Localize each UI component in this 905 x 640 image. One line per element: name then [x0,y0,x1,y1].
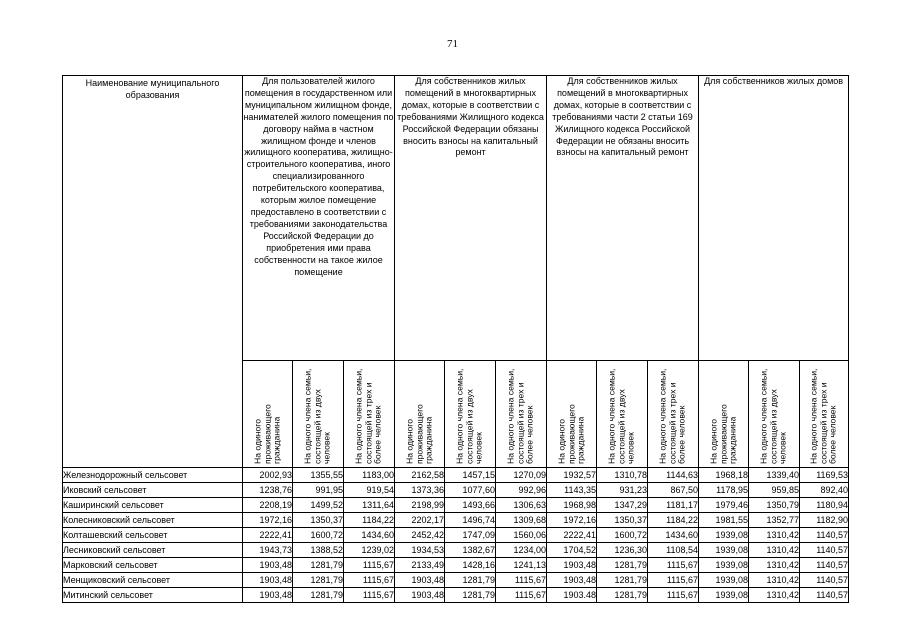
value-cell: 1939,08 [699,558,749,573]
value-cell: 1968,98 [547,498,597,513]
value-cell: 1493,66 [445,498,496,513]
value-cell: 1115,67 [648,558,699,573]
table-row [63,483,849,498]
value-cell: 892,40 [800,483,849,498]
group-header-owners-obliged: Для собственников жилых помещений в многоквартирных домах, которые в соответствии с требованиями Жилищного кодекса Российской Федерации обязаны вносить взносы на капитальный ремонт [395,76,547,361]
table-body [63,468,849,603]
municipality-name: Иковский сельсовет [63,483,243,498]
value-cell: 1169,53 [800,468,849,483]
value-cell: 1184,22 [648,513,699,528]
subheader-label: На одного члена семьи, состоящей из трех и более человек [505,368,535,464]
subheader-label: На одного члена семьи, состоящей из двух человек [606,368,636,464]
value-cell: 1934,53 [395,543,445,558]
value-cell: 919,54 [344,483,395,498]
subheader-label: На одного члена семьи, состоящей из двух человек [302,368,332,464]
value-cell: 1108,54 [648,543,699,558]
value-cell: 1339,40 [749,468,800,483]
value-cell: 1115,67 [344,558,395,573]
column-header-municipality: Наименование муниципального образования [63,76,243,468]
group-header-owners-not-obliged: Для собственников жилых помещений в многоквартирных домах, которые в соответствии с требованиями части 2 статьи 169 Жилищного кодекса Российской Федерации не обязаны вносить взносы на капитальный ремонт [547,76,699,361]
value-cell: 1306,63 [496,498,547,513]
value-cell: 1077,60 [445,483,496,498]
subheader-g2-single-resident [395,361,445,468]
value-cell: 1115,67 [496,588,547,603]
value-cell: 1560,06 [496,528,547,543]
table-row [63,573,849,588]
value-cell: 1115,67 [648,573,699,588]
value-cell: 992,96 [496,483,547,498]
value-cell: 1281,79 [293,558,344,573]
value-cell: 1457,15 [445,468,496,483]
value-cell: 1943,73 [243,543,293,558]
table-row [63,468,849,483]
value-cell: 1115,67 [496,573,547,588]
value-cell: 1181,17 [648,498,699,513]
subheader-g1-three-plus-family [344,361,395,468]
value-cell: 1144,63 [648,468,699,483]
value-cell: 1143,35 [547,483,597,498]
subheader-label: На одного члена семьи, состоящей из двух человек [758,368,788,464]
value-cell: 1241,13 [496,558,547,573]
value-cell: 1350,79 [749,498,800,513]
municipality-name: Марковский сельсовет [63,558,243,573]
value-cell: 1382,67 [445,543,496,558]
value-cell: 1352,77 [749,513,800,528]
value-cell: 1903,48 [547,558,597,573]
subheader-label: На одиного проживающего гражданина [556,404,586,464]
value-cell: 1184,22 [344,513,395,528]
value-cell: 1281,79 [597,588,648,603]
value-cell: 931,23 [597,483,648,498]
municipality-name: Лесниковский сельсовет [63,543,243,558]
value-cell: 1939,08 [699,588,749,603]
table-row [63,558,849,573]
subheader-label: На одного члена семьи, состоящей из трех и более человек [657,368,687,464]
municipality-name: Каширинский сельсовет [63,498,243,513]
value-cell: 1600,72 [293,528,344,543]
subheader-label: На одиного проживающего гражданина [252,404,282,464]
value-cell: 1310,42 [749,573,800,588]
subheader-g3-three-plus-family [648,361,699,468]
table-row [63,498,849,513]
value-cell: 1140,57 [800,573,849,588]
value-cell: 1115,67 [648,588,699,603]
value-cell: 1311,64 [344,498,395,513]
municipality-name: Железнодорожный сельсовет [63,468,243,483]
value-cell: 1903,48 [243,588,293,603]
subheader-g4-two-person-family [749,361,800,468]
value-cell: 1310,42 [749,528,800,543]
value-cell: 1234,00 [496,543,547,558]
subheader-g1-single-resident [243,361,293,468]
subheader-label: На одного члена семьи, состоящей из трех и более человек [353,368,383,464]
value-cell: 1310,78 [597,468,648,483]
value-cell: 1903,48 [395,573,445,588]
value-cell: 1903,48 [547,573,597,588]
value-cell: 1115,67 [344,573,395,588]
tariff-table [62,75,849,603]
value-cell: 1428,16 [445,558,496,573]
value-cell: 1388,52 [293,543,344,558]
page-number: 71 [447,38,458,50]
table-row [63,513,849,528]
subheader-label: На одного члена семьи, состоящей из трех и более человек [808,368,838,464]
value-cell: 1972,16 [243,513,293,528]
municipality-name: Колесниковский сельсовет [63,513,243,528]
table-row [63,588,849,603]
value-cell: 1972,16 [547,513,597,528]
value-cell: 1270,09 [496,468,547,483]
table-row [63,528,849,543]
value-cell: 1281,79 [293,573,344,588]
subheader-g3-single-resident [547,361,597,468]
value-cell: 1903,48 [395,588,445,603]
value-cell: 1903,48 [243,573,293,588]
value-cell: 1979,46 [699,498,749,513]
value-cell: 2202,17 [395,513,445,528]
value-cell: 1140,57 [800,543,849,558]
value-cell: 2133,49 [395,558,445,573]
subheader-label: На одного члена семьи, состоящей из двух человек [454,368,484,464]
subheader-g4-single-resident [699,361,749,468]
value-cell: 2222,41 [243,528,293,543]
value-cell: 1903,48 [243,558,293,573]
subheader-g2-two-person-family [445,361,496,468]
value-cell: 1499,52 [293,498,344,513]
value-cell: 1350,37 [597,513,648,528]
value-cell: 1140,57 [800,558,849,573]
value-cell: 1180,94 [800,498,849,513]
municipality-name: Митинский сельсовет [63,588,243,603]
value-cell: 1182,90 [800,513,849,528]
value-cell: 2002,93 [243,468,293,483]
value-cell: 1347,29 [597,498,648,513]
value-cell: 1310,42 [749,543,800,558]
value-cell: 2452,42 [395,528,445,543]
value-cell: 1281,79 [445,588,496,603]
value-cell: 1183,00 [344,468,395,483]
subheader-label: На одиного проживающего гражданина [708,404,738,464]
value-cell: 1496,74 [445,513,496,528]
header-row-groups [63,76,849,361]
value-cell: 1981,55 [699,513,749,528]
value-cell: 1600,72 [597,528,648,543]
value-cell: 1281,79 [445,573,496,588]
subheader-label: На одиного проживающего гражданина [404,404,434,464]
value-cell: 1281,79 [293,588,344,603]
value-cell: 959,85 [749,483,800,498]
value-cell: 1373,36 [395,483,445,498]
value-cell: 2208,19 [243,498,293,513]
value-cell: 1236,30 [597,543,648,558]
value-cell: 1350,37 [293,513,344,528]
value-cell: 1968,18 [699,468,749,483]
value-cell: 1239,02 [344,543,395,558]
value-cell: 1704,52 [547,543,597,558]
value-cell: 1939,08 [699,543,749,558]
value-cell: 1939,08 [699,573,749,588]
value-cell: 1310,42 [749,588,800,603]
value-cell: 1932,57 [547,468,597,483]
group-header-users-tenants: Для пользователей жилого помещения в государственном или муниципальном жилищном фонде, нанимателей жилого помещения по договору найма в частном жилищном фонде и членов жилищного кооператива, жилищно-строительного кооператива, иного специализированного потребительского кооператива, которым жилое помещение предоставлено в соответствии с требованиями законодательства Российской Федерации до приобретения ими права собственности на такое жилое помещение [243,76,395,361]
value-cell: 1281,79 [597,558,648,573]
municipality-name: Колташевский сельсовет [63,528,243,543]
municipality-name: Менщиковский сельсовет [63,573,243,588]
value-cell: 867,50 [648,483,699,498]
subheader-g1-two-person-family [293,361,344,468]
value-cell: 1434,60 [344,528,395,543]
subheader-g3-two-person-family [597,361,648,468]
value-cell: 1140,57 [800,528,849,543]
value-cell: 1140,57 [800,588,849,603]
value-cell: 1238,76 [243,483,293,498]
value-cell: 1434,60 [648,528,699,543]
value-cell: 1309,68 [496,513,547,528]
subheader-g4-three-plus-family [800,361,849,468]
value-cell: 1178,95 [699,483,749,498]
value-cell: 991,95 [293,483,344,498]
value-cell: 1903.48 [547,588,597,603]
group-header-house-owners: Для собственников жилых домов [699,76,849,361]
value-cell: 1747,09 [445,528,496,543]
value-cell: 1310,42 [749,558,800,573]
value-cell: 1939,08 [699,528,749,543]
value-cell: 2162,58 [395,468,445,483]
table-row [63,543,849,558]
value-cell: 1281,79 [597,573,648,588]
value-cell: 2222,41 [547,528,597,543]
value-cell: 2198,99 [395,498,445,513]
value-cell: 1115,67 [344,588,395,603]
value-cell: 1355,55 [293,468,344,483]
subheader-g2-three-plus-family [496,361,547,468]
